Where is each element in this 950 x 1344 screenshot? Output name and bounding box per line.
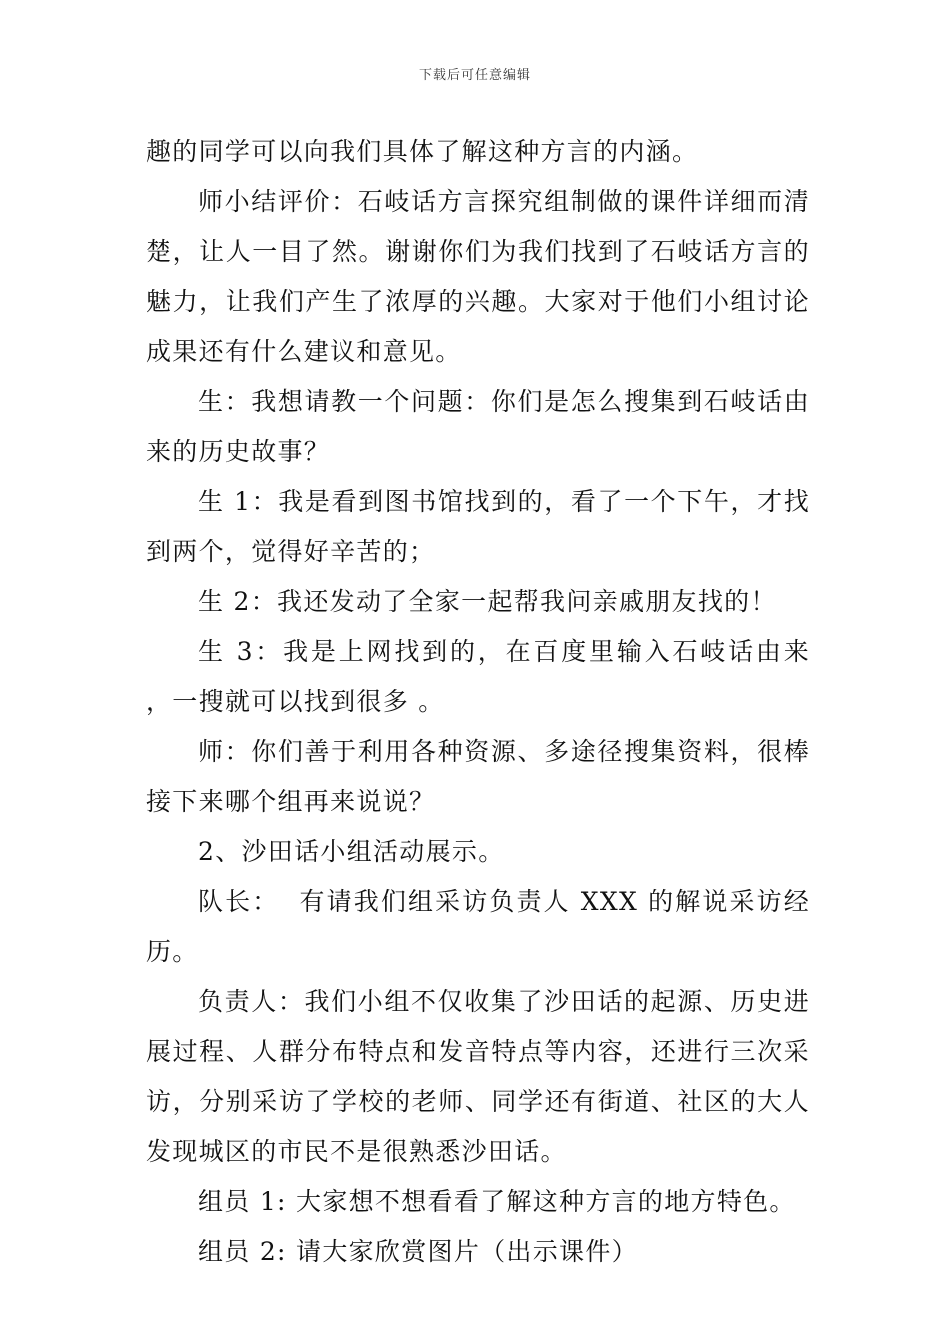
paragraph-5: 生 2：我还发动了全家一起帮我问亲戚朋友找的！ [198,587,777,616]
paragraph-8: 2、沙田话小组活动展示。 [198,837,505,866]
paragraph-9: 队长： 有请我们组采访负责人 XXX 的解说采访经历。 [146,887,810,966]
page-header: 下载后可任意编辑 [418,68,531,83]
paragraph-6: 生 3：我是上网找到的，在百度里输入石岐话由来 ，一搜就可以找到很多 。 [146,637,820,716]
document-body [146,127,820,1277]
paragraph-7: 师：你们善于利用各种资源、多途径搜集资料，很棒接下来哪个组再来说说？ [146,737,810,816]
paragraph-1: 趣的同学可以向我们具体了解这种方言的内涵。 [146,137,699,166]
paragraph-2: 师小结评价：石岐话方言探究组制做的课件详细而清楚，让人一目了然。谢谢你们为我们找到了石岐话方言的魅力，让我们产生了浓厚的兴趣。大家对于他们小组讨论成果还有什么建议和意见。 [146,187,810,366]
paragraph-4: 生 1：我是看到图书馆找到的，看了一个下午，才找到两个，觉得好辛苦的； [146,487,810,566]
paragraph-12: 组员 2: 请大家欣赏图片（出示课件） [198,1237,638,1266]
paragraph-11: 组员 1: 大家想不想看看了解这种方言的地方特色。 [198,1187,796,1216]
paragraph-10: 负责人：我们小组不仅收集了沙田话的起源、历史进展过程、人群分布特点和发音特点等内容，还进行三次采访，分别采访了学校的老师、同学还有街道、社区的大人发现城区的市民不是很熟悉沙田话。 [146,987,810,1166]
paragraph-3: 生：我想请教一个问题：你们是怎么搜集到石岐话由来的历史故事？ [146,387,810,466]
